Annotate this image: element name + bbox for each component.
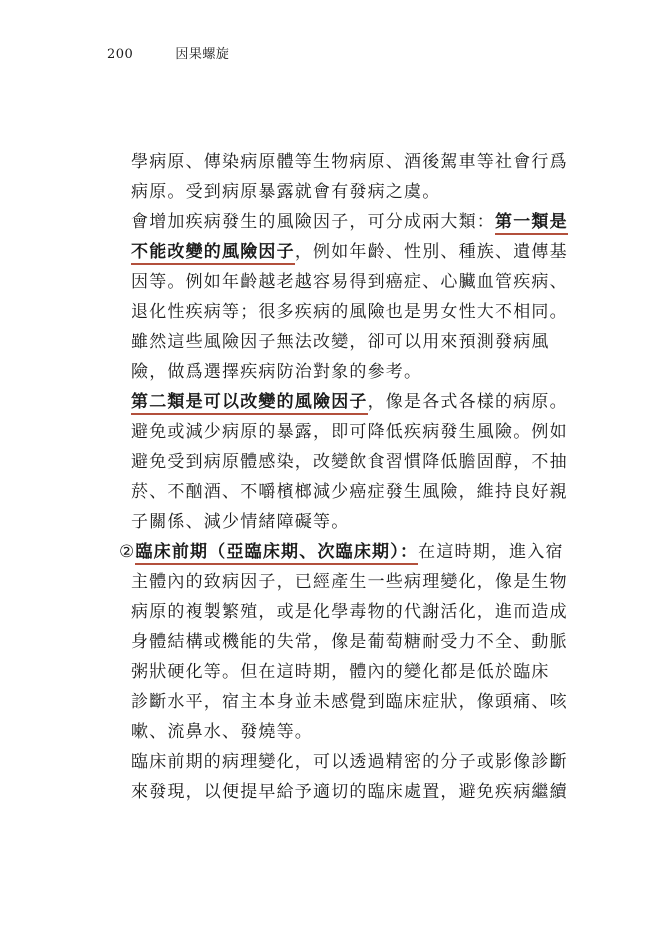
text-line: 避免或減少病原的暴露，即可降低疾病發生風險。例如 [131,422,568,442]
text-line: 粥狀硬化等。但在這時期，體內的變化都是低於臨床 [131,662,550,682]
text-run: ，例如年齡、性別、種族、遺傳基 [294,242,568,262]
text-line [131,207,571,237]
text-line [131,237,571,267]
text-line: 雖然這些風險因子無法改變，卻可以用來預測發病風 [131,332,550,352]
text-run: ，像是各式各樣的病原。 [367,392,568,412]
text-line: 學病原、傳染病原體等生物病原、酒後駕車等社會行爲 [131,152,568,172]
running-head [107,46,229,64]
text-line: 病原。受到病原暴露就會有發病之虞。 [131,182,441,202]
page-body [119,147,571,807]
item-number: ② [119,542,136,562]
text-line: 菸、不酗酒、不嚼檳榔減少癌症發生風險，維持良好親 [131,482,568,502]
text-run: 會增加疾病發生的風險因子，可分成兩大類： [131,212,495,232]
text-line: 險，做爲選擇疾病防治對象的參考。 [131,362,423,382]
text-line: 診斷水平，宿主本身並未感覺到臨床症狀，像頭痛、咳 [131,692,568,712]
emphasis-first-category: 第一類是 [495,212,568,235]
text-line: 主體內的致病因子，已經產生一些病理變化，像是生物 [131,572,568,592]
text-line: 病原的複製繁殖，或是化學毒物的代謝活化，進而造成 [131,602,568,622]
text-line [119,537,571,567]
text-line: 來發現，以便提早給予適切的臨床處置，避免疾病繼續 [131,782,568,802]
emphasis-unchangeable-risk: 不能改變的風險因子 [131,242,295,265]
page-number: 200 [107,47,134,62]
text-line: 身體結構或機能的失常，像是葡萄糖耐受力不全、動脈 [131,632,568,652]
text-line: 避免受到病原體感染，改變飲食習慣降低膽固醇，不抽 [131,452,568,472]
section-heading-preclinical: 臨床前期（亞臨床期、次臨床期）： [135,542,418,565]
emphasis-changeable-risk: 第二類是可以改變的風險因子 [131,392,368,415]
text-run: 在這時期，進入宿 [418,542,564,562]
text-line: 臨床前期的病理變化，可以透過精密的分子或影像診斷 [131,752,568,772]
book-title: 因果螺旋 [175,47,230,62]
text-line: 退化性疾病等；很多疾病的風險也是男女性大不相同。 [131,302,568,322]
text-line: 嗽、流鼻水、發燒等。 [131,722,313,742]
text-line: 子關係、減少情緒障礙等。 [131,512,350,532]
text-line: 因等。例如年齡越老越容易得到癌症、心臟血管疾病、 [131,272,568,292]
text-line [131,387,571,417]
